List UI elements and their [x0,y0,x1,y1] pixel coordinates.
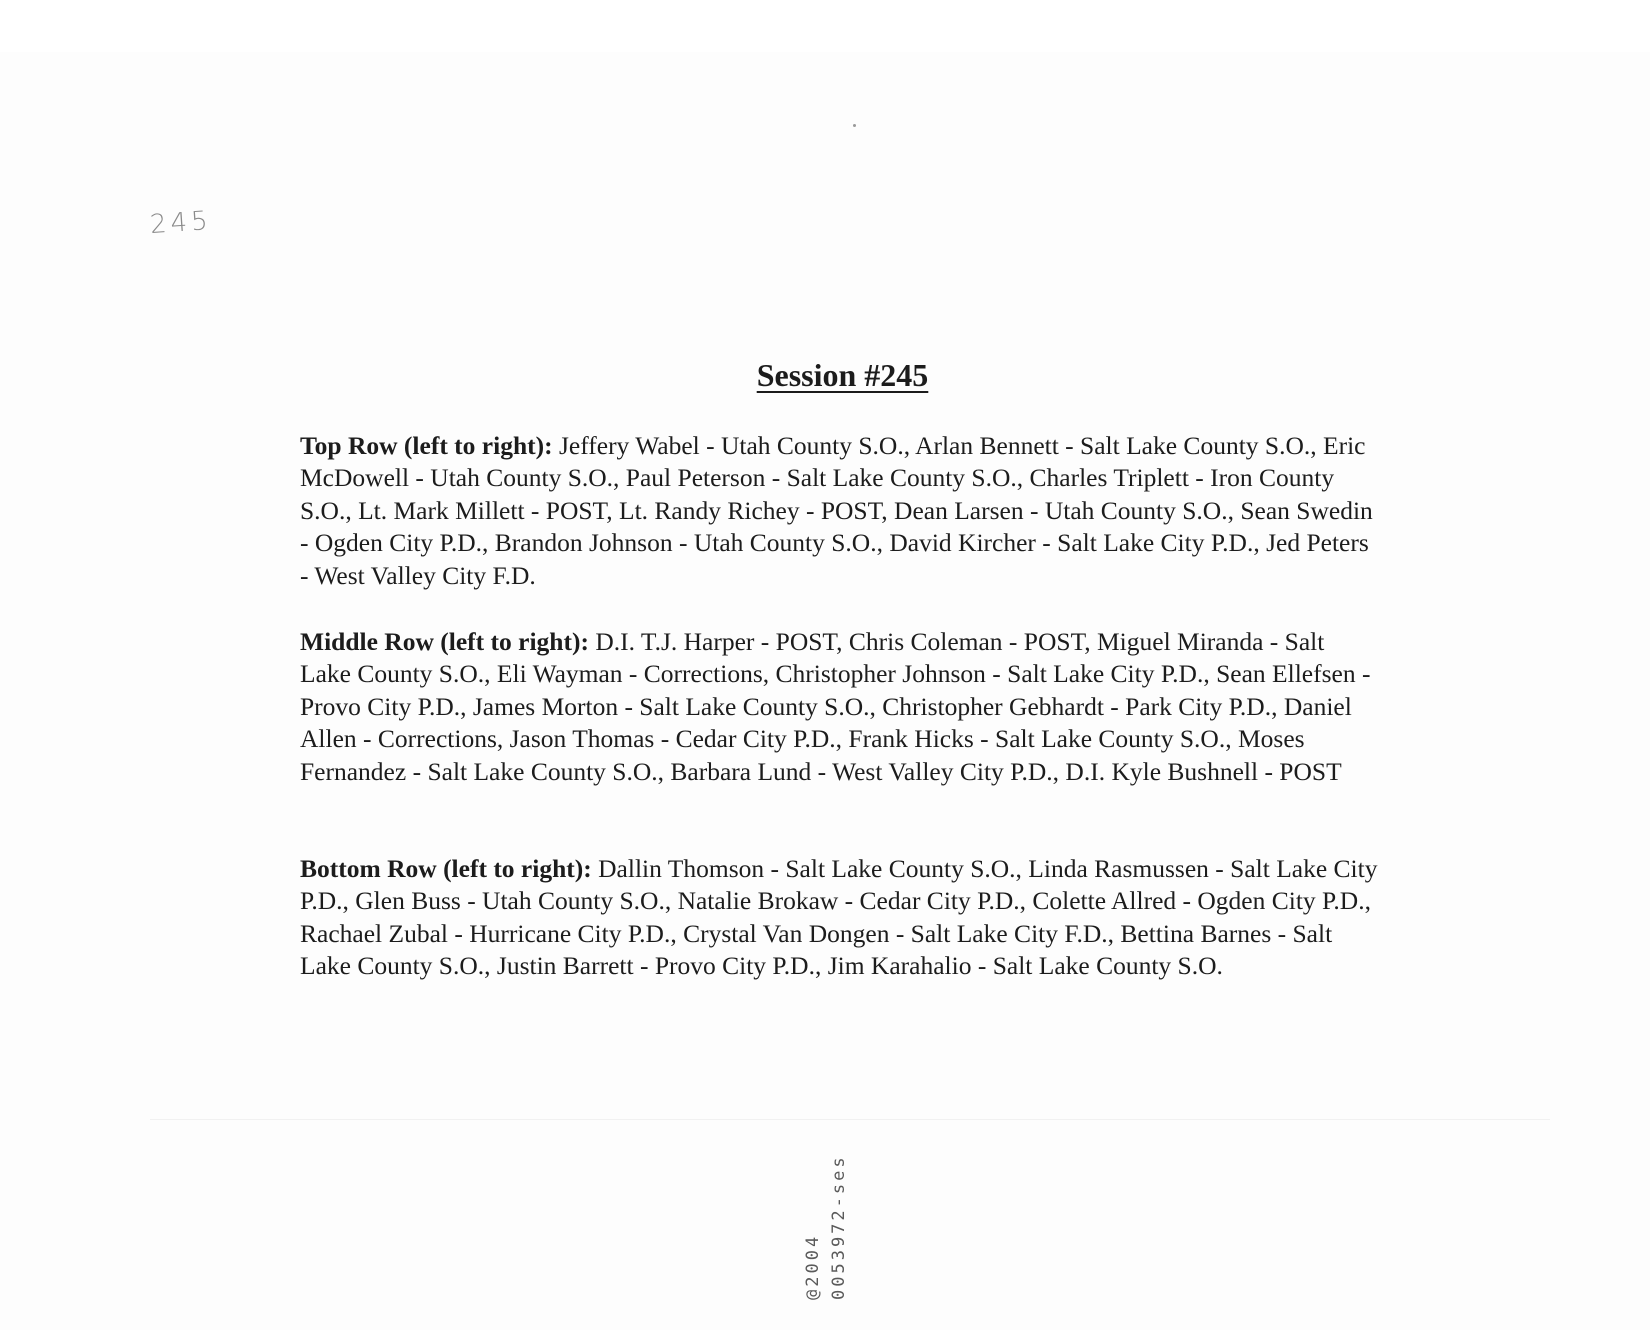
top-row-label: Top Row (left to right): [300,431,553,460]
fold-line [150,1119,1550,1120]
top-row-names: Jeffery Wabel - Utah County S.O., Arlan Bennett - Salt Lake County S.O., Eric McDowell - Utah County S.O., Paul Peterson - Salt Lake County S.O., Charles Triplett - Iron County S.O., Lt. Mark Millett - POST, Lt. Randy Richey - POST, Dean Larsen - Utah County S.O., Sean Swedin - Ogden City P.D., Brandon Johnson - Utah County S.O., David Kircher - Salt Lake City P.D., Jed Peters - West Valley City F.D. [300,431,1373,590]
page-title: Session #245 [756,357,929,393]
archive-stamp [800,1154,852,1300]
middle-row-paragraph [300,626,1380,788]
bottom-row-paragraph [300,853,1380,983]
middle-row-names: D.I. T.J. Harper - POST, Chris Coleman - POST, Miguel Miranda - Salt Lake County S.O., Eli Wayman - Corrections, Christopher Johnson - Salt Lake City P.D., Sean Ellefsen - Provo City P.D., James Morton - Salt Lake County S.O., Christopher Gebhardt - Park City P.D., Daniel Allen - Corrections, Jason Thomas - Cedar City P.D., Frank Hicks - Salt Lake County S.O., Moses Fernandez - Salt Lake County S.O., Barbara Lund - West Valley City P.D., D.I. Kyle Bushnell - POST [300,627,1371,786]
middle-row-label: Middle Row (left to right): [300,627,589,656]
bottom-row-label: Bottom Row (left to right): [300,854,592,883]
handwritten-session-number: 245 [149,205,213,241]
top-row-paragraph [300,430,1380,592]
scan-speck [853,124,856,127]
stamp-code: 0053972-ses [829,1154,849,1300]
stamp-year: @2004 [803,1233,823,1300]
bottom-row-names: Dallin Thomson - Salt Lake County S.O., Linda Rasmussen - Salt Lake City P.D., Glen Buss - Utah County S.O., Natalie Brokaw - Cedar City P.D., Colette Allred - Ogden City P.D., Rachael Zubal - Hurricane City P.D., Crystal Van Dongen - Salt Lake City F.D., Bettina Barnes - Salt Lake County S.O., Justin Barrett - Provo City P.D., Jim Karahalio - Salt Lake County S.O. [300,854,1378,981]
